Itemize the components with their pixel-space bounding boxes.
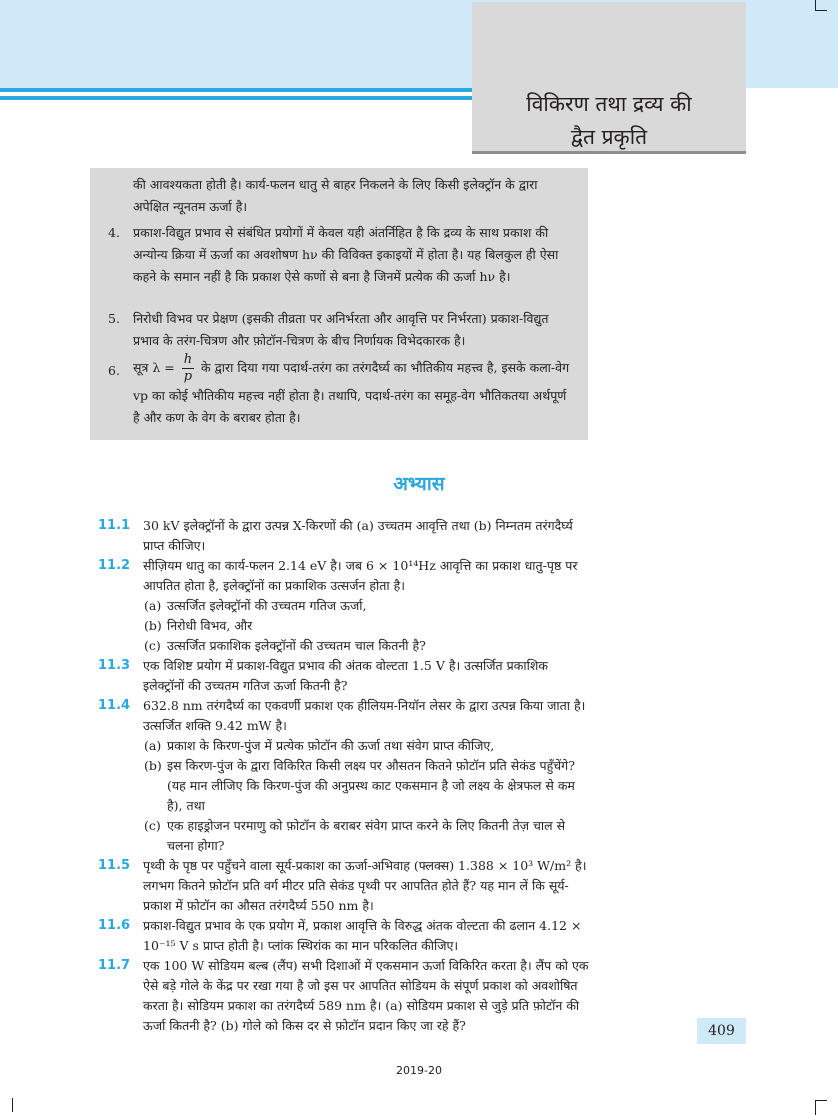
question-number: 11.6 [98,918,131,933]
question-number: 11.3 [98,658,131,673]
question-text: प्रकाश-विद्युत प्रभाव के एक प्रयोग में, प्रकाश आवृत्ति के विरुद्ध अंतक वोल्टता की ढलान 4.12 × 10⁻¹⁵ V s प्राप्त होती है। प्लांक स्थिरांक का मान परिकलित कीजिए। [143,918,582,953]
part-text: इस किरण-पुंज के द्वारा विकिरित किसी लक्ष्य पर औसतन कितने फ़ोटॉन प्रति सेकंड पहुँचेंगे? (यह मान लीजिए कि किरण-पुंज की अनुप्रस्थ काट एकसमान है जो लक्ष्य के क्षेत्रफल से कम है), तथा [167,758,575,813]
question-text: पृथ्वी के पृष्ठ पर पहुँचने वाला सूर्य-प्रकाश का ऊर्जा-अभिवाह (फ्लक्स) 1.388 × 10³ W/m² है। लगभग कितने फ़ोटॉन प्रति वर्ग मीटर प्रति सेकंड पृथ्वी पर आपतित होते हैं? यह मान लें कि सूर्य-प्रकाश में फ़ोटॉन का औसत तरंगदैर्घ्य 550 nm है। [143,858,587,913]
formula-text: सूत्र λ = [133,360,175,375]
part-label: (a) [144,738,162,753]
crop-mark [815,10,827,11]
formula-text-after: के द्वारा दिया गया पदार्थ-तरंग का तरंगदैर्घ्य का भौतिकीय महत्त्व है, इसके कला-वेग vp का कोई भौतिकीय महत्त्व नहीं होता है। तथापि, पदार्थ-तरंग का समूह-वेग भौतिकतया अर्थपूर्ण है और कण के वेग के बराबर होता है। [133,360,570,425]
summary-item: निरोधी विभव पर प्रेक्षण (इसकी तीव्रता पर अनिर्भरता और आवृत्ति पर निर्भरता) प्रकाश-विद्युत प्रभाव के तरंग-चित्रण और फ़ोटॉन-चित्रण के बीच निर्णायक विभेदकारक है। [133,311,549,348]
part-text: निरोधी विभव, और [167,618,253,633]
question-text: एक विशिष्ट प्रयोग में प्रकाश-विद्युत प्रभाव की अंतक वोल्टता 1.5 V है। उत्सर्जित प्रकाशिक इलेक्ट्रॉनों की उच्चतम गतिज ऊर्जा कितनी है? [143,658,548,693]
fraction-numerator: h [183,352,193,367]
exercises-heading: अभ्यास [393,473,445,495]
chapter-title [472,88,746,154]
page-number: 409 [697,1018,746,1044]
question-text: 632.8 nm तरंगदैर्घ्य का एकवर्णी प्रकाश एक हीलियम-नियॉन लेसर के द्वारा उत्पन्न किया जाता है। उत्सर्जित शक्ति 9.42 mW है। [143,698,586,733]
question-number: 11.4 [98,698,131,713]
part-text: उत्सर्जित प्रकाशिक इलेक्ट्रॉनों की उच्चतम चाल कितनी है? [167,638,426,653]
part-label: (a) [144,598,162,613]
summary-item-number: 5. [108,311,120,326]
part-text: प्रकाश के किरण-पुंज में प्रत्येक फ़ोटॉन की ऊर्जा तथा संवेग प्राप्त कीजिए, [167,738,495,753]
crop-mark [815,1100,816,1115]
fraction-denominator: p [183,369,193,384]
summary-item [133,352,573,429]
question-number: 11.1 [98,518,131,533]
crop-mark [815,1100,827,1101]
question-text: एक 100 W सोडियम बल्ब (लैंप) सभी दिशाओं में एकसमान ऊर्जा विकिरित करता है। लैंप को एक ऐसे बड़े गोले के केंद्र पर रखा गया है जो इस पर आपतित सोडियम के संपूर्ण प्रकाश को अवशोषित करता है। सोडियम प्रकाश का तरंगदैर्घ्य 589 nm है। (a) सोडियम प्रकाश से जुड़े प्रति फ़ोटॉन की ऊर्जा कितनी है? (b) गोले को किस दर से फ़ोटॉन प्रदान किए जा रहे हैं? [143,958,589,1033]
summary-item-number: 6. [108,363,120,378]
chapter-title-box [472,2,746,154]
question-number: 11.7 [98,958,131,973]
footer-year: 2019-20 [396,1064,442,1077]
question-number: 11.2 [98,558,131,573]
question-text: 30 kV इलेक्ट्रॉनों के द्वारा उत्पन्न X-किरणों की (a) उच्चतम आवृत्ति तथा (b) निम्नतम तरंगदैर्घ्य प्राप्त कीजिए। [143,518,573,553]
part-label: (b) [144,758,162,773]
chapter-title-line1: विकिरण तथा द्रव्य की [526,92,692,116]
crop-mark [12,1098,13,1112]
part-text: उत्सर्जित इलेक्ट्रॉनों की उच्चतम गतिज ऊर्जा, [167,598,367,613]
part-label: (c) [144,818,161,833]
chapter-title-line2: द्वैत प्रकृति [570,125,648,149]
header-rule [0,88,478,92]
question-text: सीज़ियम धातु का कार्य-फलन 2.14 eV है। जब 6 × 10¹⁴Hz आवृत्ति का प्रकाश धातु-पृष्ठ पर आपतित होता है, इलेक्ट्रॉनों का प्रकाशिक उत्सर्जन होता है। [143,558,578,593]
part-label: (b) [144,618,162,633]
crop-mark [815,0,816,10]
part-label: (c) [144,638,161,653]
summary-item: की आवश्यकता होती है। कार्य-फलन धातु से बाहर निकलने के लिए किसी इलेक्ट्रॉन के द्वारा अपेक्षित न्यूनतम ऊर्जा है। [133,177,538,214]
question-number: 11.5 [98,858,131,873]
formula-fraction [182,352,194,385]
summary-item: प्रकाश-विद्युत प्रभाव से संबंधित प्रयोगों में केवल यही अंतर्निहित है कि द्रव्य के साथ प्रकाश की अन्योन्य क्रिया में ऊर्जा का अवशोषण hν की विविक्त इकाइयों में होता है। यह बिलकुल ही ऐसा कहने के समान नहीं है कि प्रकाश ऐसे कणों से बना है जिनमें प्रत्येक की ऊर्जा hν है। [133,225,559,284]
header-rule [0,96,478,100]
part-text: एक हाइड्रोजन परमाणु को फ़ोटॉन के बराबर संवेग प्राप्त करने के लिए कितनी तेज़ चाल से चलना होगा? [167,818,566,853]
summary-box [90,168,588,440]
summary-item-number: 4. [108,225,120,240]
